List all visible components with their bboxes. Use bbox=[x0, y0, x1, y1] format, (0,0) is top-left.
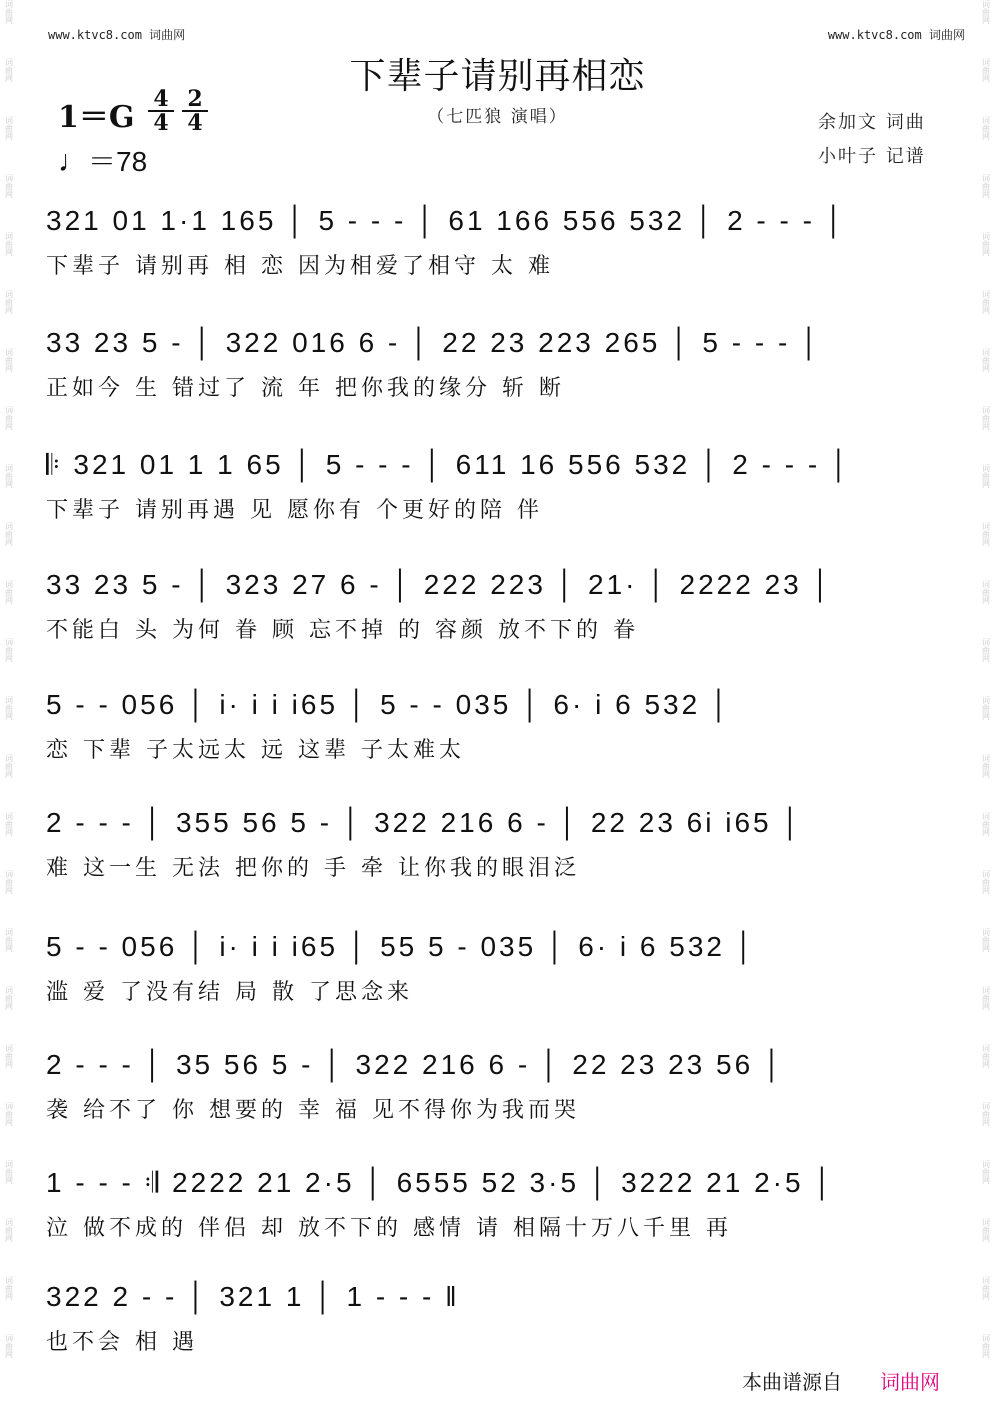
site-name-right[interactable]: 词曲网 bbox=[928, 28, 965, 42]
watermark-text: 词曲网 bbox=[4, 0, 14, 24]
footer-source-text: 本曲谱源自 bbox=[742, 1370, 842, 1394]
watermark-text: 词曲网 bbox=[4, 1102, 14, 1126]
watermark-text: 词曲网 bbox=[4, 406, 14, 430]
song-title: 下辈子请别再相恋 bbox=[349, 56, 646, 97]
lyric-line: 滥 爱 了没有结 局 散 了思念来 bbox=[46, 980, 413, 1005]
lyric-line: 难 这一生 无法 把你的 手 牵 让你我的眼泪泛 bbox=[46, 856, 580, 881]
lyric-line: 正如今 生 错过了 流 年 把你我的缘分 斩 断 bbox=[46, 376, 565, 401]
lyric-line: 不能白 头 为何 眷 顾 忘不掉 的 容颜 放不下的 眷 bbox=[46, 618, 639, 643]
time-signature-2-4 bbox=[182, 88, 208, 134]
watermark-text: 词曲网 bbox=[981, 174, 991, 198]
quarter-note-icon: ♩ bbox=[58, 145, 88, 178]
watermark-text: 词曲网 bbox=[981, 1044, 991, 1068]
watermark-text: 词曲网 bbox=[4, 1160, 14, 1184]
watermark-text: 词曲网 bbox=[981, 232, 991, 256]
watermark-text: 词曲网 bbox=[4, 696, 14, 720]
lyric-line: 袭 给不了 你 想要的 幸 福 见不得你为我而哭 bbox=[46, 1098, 580, 1123]
site-link-left[interactable] bbox=[48, 26, 185, 43]
watermark-text: 词曲网 bbox=[981, 1334, 991, 1358]
watermark-text: 词曲网 bbox=[981, 406, 991, 430]
watermark-text: 词曲网 bbox=[981, 58, 991, 82]
watermark-text: 词曲网 bbox=[981, 580, 991, 604]
lyric-line: 也不会 相 遇 bbox=[46, 1330, 198, 1355]
watermark-text: 词曲网 bbox=[981, 696, 991, 720]
notation-line: 1 - - - 𝄇 2222 21 2·5 │ 6555 52 3·5 │ 3222 21 2·5 │ bbox=[46, 1167, 835, 1198]
watermark-text: 词曲网 bbox=[981, 870, 991, 894]
tempo-marking bbox=[58, 140, 147, 180]
notation-line: 321 01 1·1 165 │ 5 - - - │ 61 166 556 532 │ 2 - - - │ bbox=[46, 205, 847, 236]
watermark-text: 词曲网 bbox=[4, 1276, 14, 1300]
watermark-text: 词曲网 bbox=[4, 1334, 14, 1358]
time-sig-denominator: 4 bbox=[187, 110, 203, 136]
notation-line: 𝄆 321 01 1 1 65 │ 5 - - - │ 611 16 556 532 │ 2 - - - │ bbox=[46, 449, 852, 480]
singer-line: （七匹狼 演唱） bbox=[427, 107, 568, 127]
watermark-text: 词曲网 bbox=[981, 812, 991, 836]
watermark-text: 词曲网 bbox=[981, 0, 991, 24]
notation-line: 2 - - - │ 35 56 5 - │ 322 216 6 - │ 22 23 23 56 │ bbox=[46, 1049, 785, 1080]
watermark-text: 词曲网 bbox=[4, 754, 14, 778]
left-watermark-strip bbox=[0, 0, 18, 1423]
watermark-text: 词曲网 bbox=[4, 348, 14, 372]
watermark-text: 词曲网 bbox=[981, 1102, 991, 1126]
footer-brand-link[interactable]: 词曲网 bbox=[880, 1370, 940, 1394]
watermark-text: 词曲网 bbox=[4, 580, 14, 604]
notation-line: 5 - - 056 │ i· i i i65 │ 55 5 - 035 │ 6· i 6 532 │ bbox=[46, 931, 757, 962]
watermark-text: 词曲网 bbox=[981, 1160, 991, 1184]
watermark-text: 词曲网 bbox=[981, 116, 991, 140]
credit-transcriber: 小叶子 记谱 bbox=[818, 146, 926, 167]
watermark-text: 词曲网 bbox=[981, 290, 991, 314]
watermark-text: 词曲网 bbox=[4, 812, 14, 836]
watermark-text: 词曲网 bbox=[4, 174, 14, 198]
watermark-text: 词曲网 bbox=[981, 754, 991, 778]
watermark-text: 词曲网 bbox=[4, 986, 14, 1010]
watermark-text: 词曲网 bbox=[4, 1044, 14, 1068]
tempo-value: ＝78 bbox=[88, 146, 148, 177]
time-sig-denominator: 4 bbox=[153, 110, 169, 136]
site-url-left[interactable]: www.ktvc8.com bbox=[48, 28, 142, 42]
watermark-text: 词曲网 bbox=[981, 1218, 991, 1242]
notation-line: 5 - - 056 │ i· i i i65 │ 5 - - 035 │ 6· i 6 532 │ bbox=[46, 689, 732, 720]
watermark-text: 词曲网 bbox=[4, 1218, 14, 1242]
notation-line: 33 23 5 - │ 323 27 6 - │ 222 223 │ 21· │ 2222 23 │ bbox=[46, 569, 834, 600]
notation-line: 33 23 5 - │ 322 016 6 - │ 22 23 223 265 │ 5 - - - │ bbox=[46, 327, 822, 358]
key-signature: 1＝G bbox=[58, 100, 135, 135]
watermark-text: 词曲网 bbox=[981, 1276, 991, 1300]
watermark-text: 词曲网 bbox=[4, 870, 14, 894]
watermark-text: 词曲网 bbox=[4, 464, 14, 488]
watermark-text: 词曲网 bbox=[981, 986, 991, 1010]
watermark-text: 词曲网 bbox=[4, 522, 14, 546]
watermark-text: 词曲网 bbox=[4, 638, 14, 662]
watermark-text: 词曲网 bbox=[981, 928, 991, 952]
credit-words-music: 余加文 词曲 bbox=[818, 112, 926, 133]
time-signature-4-4 bbox=[148, 88, 174, 134]
lyric-line: 下辈子 请别再 相 恋 因为相爱了相守 太 难 bbox=[46, 254, 554, 279]
watermark-text: 词曲网 bbox=[981, 348, 991, 372]
right-watermark-strip bbox=[977, 0, 995, 1423]
time-sig-numerator: 2 bbox=[182, 88, 208, 112]
lyric-line: 泣 做不成的 伴侣 却 放不下的 感情 请 相隔十万八千里 再 bbox=[46, 1216, 732, 1241]
watermark-text: 词曲网 bbox=[4, 58, 14, 82]
site-url-right[interactable]: www.ktvc8.com bbox=[827, 28, 922, 42]
time-sig-numerator: 4 bbox=[148, 88, 174, 112]
lyric-line: 下辈子 请别再遇 见 愿你有 个更好的陪 伴 bbox=[46, 498, 543, 523]
watermark-text: 词曲网 bbox=[4, 290, 14, 314]
notation-line: 2 - - - │ 355 56 5 - │ 322 216 6 - │ 22 23 6i i65 │ bbox=[46, 807, 803, 838]
watermark-text: 词曲网 bbox=[981, 464, 991, 488]
site-link-right[interactable] bbox=[828, 26, 965, 43]
site-name-left[interactable]: 词曲网 bbox=[149, 28, 186, 42]
watermark-text: 词曲网 bbox=[981, 638, 991, 662]
watermark-text: 词曲网 bbox=[4, 116, 14, 140]
watermark-text: 词曲网 bbox=[4, 232, 14, 256]
watermark-text: 词曲网 bbox=[981, 522, 991, 546]
notation-line: 322 2 - - │ 321 1 │ 1 - - - ‖ bbox=[46, 1281, 460, 1312]
lyric-line: 恋 下辈 子太远太 远 这辈 子太难太 bbox=[46, 738, 465, 763]
watermark-text: 词曲网 bbox=[4, 928, 14, 952]
